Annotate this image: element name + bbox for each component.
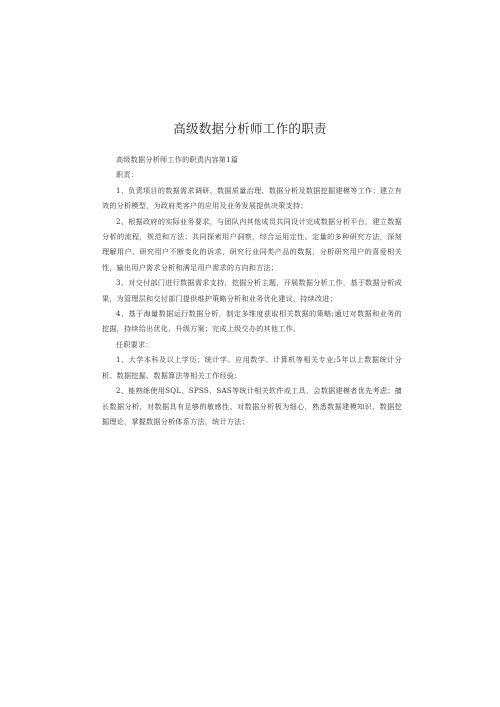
document-body bbox=[102, 152, 402, 429]
duty-item: 1、负责项目的数据需求调研、数据质量治理、数据分析及数据挖掘建模等工作；建立有效的分析模型，为政府类客户的应用及业务发展提供决策支持； bbox=[102, 185, 402, 211]
requirement-item: 1、大学本科及以上学历；统计学、应用数学、计算机等相关专业;5年以上数据统计分析、数据挖掘、数据算法等相关工作经验; bbox=[102, 355, 402, 380]
document-title: 高级数据分析师工作的职责 bbox=[173, 121, 327, 136]
requirements-heading: 任职要求： bbox=[116, 339, 153, 349]
duty-item: 3、对交付部门进行数据需求支持，挖掘分析主题，开展数据分析工作，基于数据分析成果，为管理层和交付部门提供维护策略分析和业务优化建议，持续改进； bbox=[102, 278, 402, 303]
duty-item: 4、基于海量数据运行数据分析，制定多维度获取相关数据的策略;通过对数据和业务的挖掘，持续给出优化、升级方案；完成上级交办的其他工作。 bbox=[102, 309, 402, 334]
requirement-item: 2、能熟练使用SQL、SPSS、SAS等统计相关软件或工具，会数据建模者优先考虑；擅长数据分析，对数据具有足够的敏感性、对数据分析极为细心，熟悉数据建模知识、数据挖掘理论，掌握数据分析体系方法，统计方法； bbox=[102, 386, 402, 426]
duties-heading: 职责： bbox=[116, 170, 139, 180]
document-subtitle: 高级数据分析师工作的职责内容第1篇 bbox=[116, 155, 239, 164]
duty-item: 2、根据政府的实际业务要求，与团队内其他成员共同设计完成数据分析平台，建立数据分析的流程，规范和方法；共同探索用户洞察，综合运用定性、定量的多种研究方法，深刻理解用户、研究用户不断变化的诉求，研究行业同类产品的数据，分析研究用户的喜爱相关性，输出用户需求分析和满足用户需求的方向和方法； bbox=[102, 216, 402, 272]
